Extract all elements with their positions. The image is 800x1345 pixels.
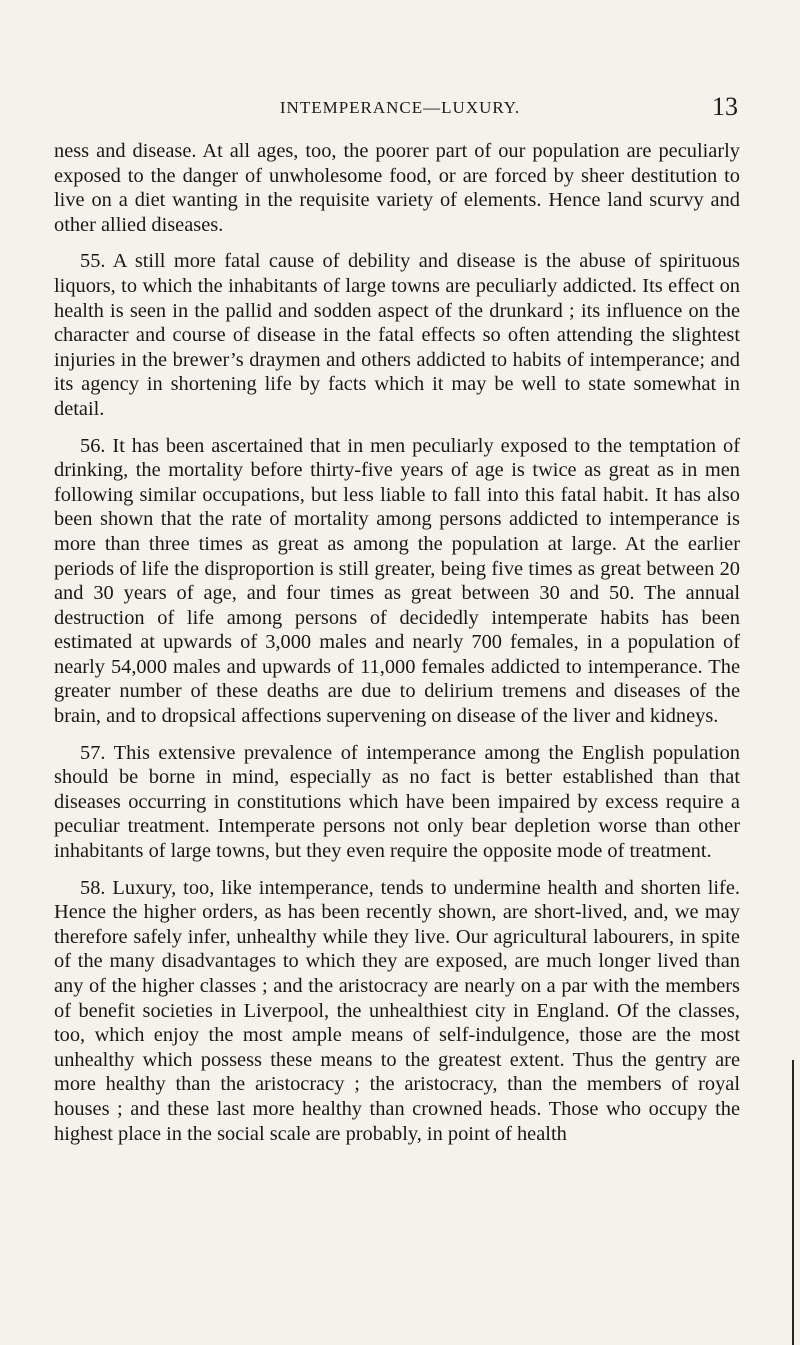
paragraph-55: 55. A still more fatal cause of debility and disease is the abuse of spirituous liquors, to which the inhabitants of large towns are peculiarly addicted. Its effect on health is seen in the pallid and sodden aspect of the drunkard ; its influence on the character and course of disease in the fatal effects so often attending the slightest injuries in the brewer’s draymen and others addicted to habits of intemperance; and its agency in shortening life by facts which it may be well to state somewhat in detail. [54,250,740,420]
paragraph-56: 56. It has been ascertained that in men peculiarly exposed to the temptation of drinking, the mortality before thirty-five years of age is twice as great as in men following similar occupations, but less liable to fall into this fatal habit. It has also been shown that the rate of mortality among persons addicted to intemperance is more than three times as great as among the population at large. At the earlier periods of life the disproportion is still greater, being five times as great between 20 and 30 years of age, and four times as great between 30 and 50. The annual destruction of life among persons of decidedly intemperate habits has been estimated at upwards of 3,000 males and nearly 700 females, in a population of nearly 54,000 males and upwards of 11,000 females addicted to intemperance. The greater number of these deaths are due to delirium tremens and diseases of the brain, and to dropsical affections supervening on disease of the liver and kidneys. [54,434,740,728]
running-head [54,92,746,122]
running-title: INTEMPERANCE—LUXURY. [279,98,521,117]
page-number: 13 [712,92,738,121]
paragraph-continuation: ness and disease. At all ages, too, the poorer part of our population are peculiarly exposed to the danger of unwholesome food, or are forced by sheer destitution to live on a diet wanting in the requisite variety of elements. Hence land scurvy and other allied diseases. [54,140,740,236]
body-text [54,139,740,1146]
paragraph-57: 57. This extensive prevalence of intemperance among the English population should be borne in mind, especially as no fact is better established than that diseases occurring in constitutions which have been impaired by excess require a peculiar treatment. Intemperate persons not only bear depletion worse than other inhabitants of large towns, but they even require the opposite mode of treatment. [54,741,740,863]
page-edge-shadow [792,1060,794,1345]
paragraph-58: 58. Luxury, too, like intemperance, tends to undermine health and shorten life. Hence the higher orders, as has been recently shown, are short-lived, and, we may therefore safely infer, unhealthy while they live. Our agricultural labourers, in spite of the many disadvantages to which they are exposed, are much longer lived than any of the higher classes ; and the aristocracy are nearly on a par with the members of benefit societies in Liverpool, the unhealthiest city in England. Of the classes, too, which enjoy the most ample means of self-indulgence, those are the most unhealthy which possess these means to the greatest extent. Thus the gentry are more healthy than the aristocracy ; the aristocracy, than the members of royal houses ; and these last more healthy than crowned heads. Those who occupy the highest place in the social scale are probably, in point of health [54,876,740,1145]
